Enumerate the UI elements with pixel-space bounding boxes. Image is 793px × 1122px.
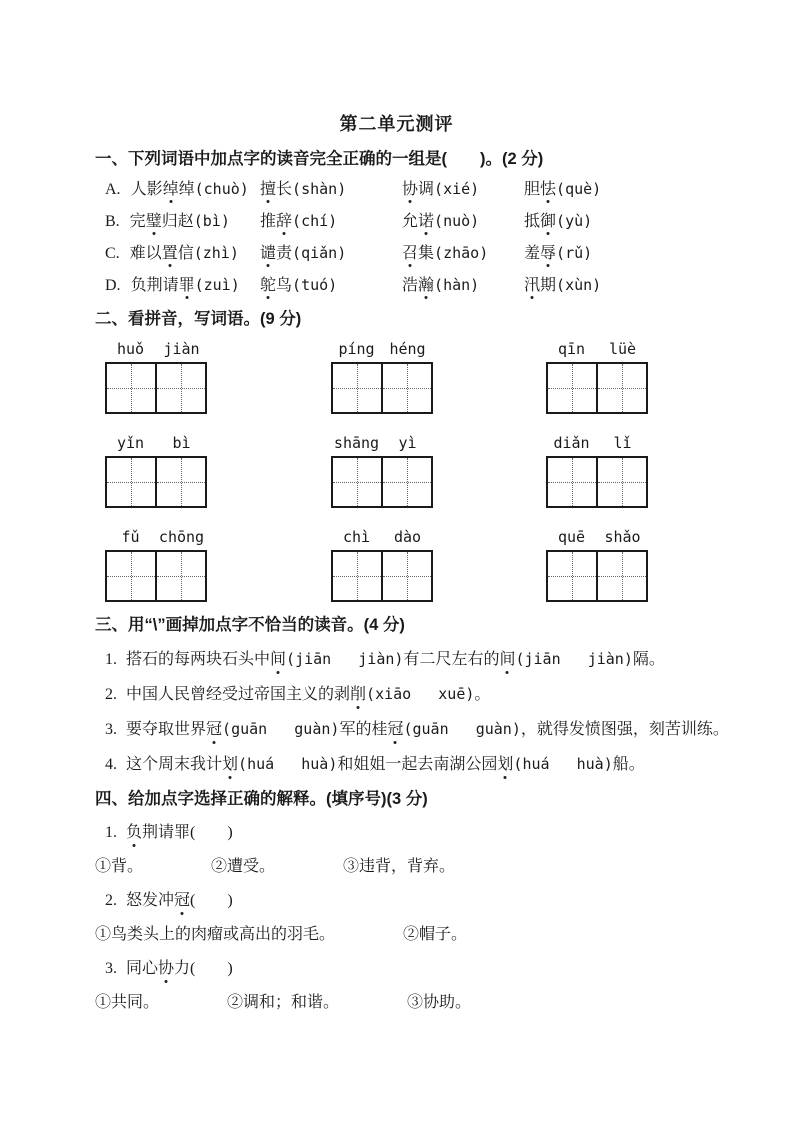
q1-header: 一、下列词语中加点字的读音完全正确的一组是( )。(2 分) (95, 150, 544, 168)
dotted-char: 间 (270, 649, 286, 671)
choice-text: ①鸟类头上的肉瘤或高出的羽毛。 (95, 926, 336, 943)
pinyin-annotation: ( nuò ) (434, 212, 479, 230)
q1-option-b (105, 211, 793, 232)
pinyin-word-box (105, 434, 207, 508)
q1-option-a (105, 179, 793, 200)
item-number: 3. (105, 960, 117, 977)
pinyin-word-box (331, 434, 433, 508)
pinyin-label (546, 528, 648, 550)
q1-word-cell (260, 243, 402, 264)
pinyin-word-box (331, 528, 433, 602)
hanzi-text: 归赵 (161, 213, 194, 230)
hanzi-text: ，就得发愤图强，刻苦训练。 (520, 721, 729, 738)
dotted-char: 罪 (178, 277, 195, 294)
pinyin-annotation: ( guān guàn ) (222, 720, 339, 738)
pinyin-annotation: ( xiāo xuē ) (366, 685, 474, 703)
writing-cell (381, 364, 431, 412)
choice-text: ②遭受。 (211, 858, 276, 875)
pinyin-syllable: quē (557, 528, 586, 546)
choice-text: ②帽子。 (403, 926, 468, 943)
hanzi-text: 隔。 (632, 651, 665, 668)
hanzi-text: 完 (129, 213, 146, 230)
hanzi-text: 搭石的每两块石头中 (126, 651, 271, 668)
q1-word-cell (524, 275, 793, 296)
dotted-char: 诺 (418, 213, 435, 230)
dotted-char: 汛 (524, 277, 541, 294)
q1-word-cell (105, 275, 260, 296)
q1-word-cell (402, 275, 524, 296)
q3-item-4 (105, 753, 763, 776)
writing-cell (548, 458, 596, 506)
dotted-char: 擅 (260, 181, 277, 198)
pinyin-annotation: ( xùn ) (556, 276, 601, 294)
writing-grid (105, 456, 207, 508)
hanzi-text: 抵 (524, 213, 541, 230)
q1-word-cell (402, 211, 524, 232)
dotted-char: 辱 (540, 245, 557, 262)
writing-grid (105, 550, 207, 602)
hanzi-text: 怒发冲 (126, 892, 175, 909)
pinyin-syllable: lüè (608, 340, 637, 358)
dotted-char: 怯 (540, 181, 557, 198)
pinyin-annotation: ( jiān jiàn ) (286, 650, 403, 668)
pinyin-annotation: ( huá huà ) (513, 755, 612, 773)
hanzi-text: 调 (418, 181, 435, 198)
pinyin-label (331, 434, 433, 456)
pinyin-annotation: ( zhāo ) (434, 244, 488, 262)
q4-header: 四、给加点字选择正确的解释。(填序号)(3 分) (95, 790, 428, 808)
dotted-char: 璧 (145, 213, 162, 230)
q1-word-cell (260, 275, 402, 296)
writing-cell (548, 364, 596, 412)
hanzi-text: 。 (474, 686, 491, 703)
pinyin-word-box (546, 434, 648, 508)
writing-cell (107, 364, 155, 412)
q4-item-1-choices (95, 856, 763, 878)
hanzi-text: 人影 (130, 181, 163, 198)
hanzi-text: 允 (402, 213, 419, 230)
q1-word-cell (105, 243, 260, 264)
q1-word-cell (524, 211, 793, 232)
writing-cell (333, 552, 381, 600)
pinyin-label (105, 528, 207, 550)
pinyin-annotation: ( shàn ) (292, 180, 346, 198)
hanzi-text: 负荆请 (130, 277, 179, 294)
item-number: 4. (105, 756, 117, 773)
pinyin-grid-row-2 (105, 434, 793, 508)
dotted-char: 瀚 (418, 277, 435, 294)
option-label: D. (105, 277, 121, 294)
q1-option-d (105, 275, 793, 296)
writing-grid (546, 362, 648, 414)
option-label: A. (105, 181, 121, 198)
pinyin-annotation: ( xié ) (434, 180, 479, 198)
pinyin-syllable: diǎn (553, 434, 590, 452)
item-number: 2. (105, 892, 117, 909)
dotted-char: 划 (497, 754, 513, 776)
pinyin-syllable: shāng (333, 434, 380, 452)
pinyin-word-box (546, 340, 648, 414)
q1-word-cell (105, 211, 260, 232)
hanzi-text: 绰 (178, 181, 195, 198)
pinyin-grid-row-3 (105, 528, 793, 602)
pinyin-label (546, 434, 648, 456)
option-label: C. (105, 245, 120, 262)
pinyin-label (105, 434, 207, 456)
pinyin-syllable: bì (172, 434, 191, 452)
q1-word-cell (260, 211, 402, 232)
pinyin-syllable: huǒ (116, 340, 145, 358)
writing-cell (381, 458, 431, 506)
hanzi-text: 浩 (402, 277, 419, 294)
q1-word-cell (524, 179, 793, 200)
pinyin-syllable: chōng (158, 528, 205, 546)
q1-word-cell (402, 243, 524, 264)
dotted-char: 谴 (260, 245, 277, 262)
writing-cell (596, 458, 646, 506)
pinyin-word-box (331, 340, 433, 414)
dotted-char: 冠 (387, 719, 403, 741)
pinyin-syllable: shǎo (604, 528, 641, 546)
item-number: 2. (105, 686, 117, 703)
pinyin-annotation: ( yù ) (556, 212, 592, 230)
pinyin-syllable: lǐ (613, 434, 632, 452)
pinyin-annotation: ( rǔ ) (556, 244, 592, 262)
q1-word-cell (105, 179, 260, 200)
q3-item-2 (105, 683, 763, 706)
q1-word-cell (260, 179, 402, 200)
writing-cell (548, 552, 596, 600)
pinyin-word-box (546, 528, 648, 602)
item-number: 1. (105, 824, 117, 841)
writing-grid (546, 550, 648, 602)
pinyin-annotation: ( tuó ) (292, 276, 337, 294)
q4-item-2 (105, 890, 763, 912)
hanzi-text: 责 (276, 245, 293, 262)
writing-cell (333, 364, 381, 412)
hanzi-text: 军的桂 (339, 721, 388, 738)
hanzi-text: ( ) (190, 892, 233, 909)
q1-word-cell (524, 243, 793, 264)
pinyin-word-box (105, 528, 207, 602)
q1-word-cell (402, 179, 524, 200)
pinyin-annotation: ( zuì ) (195, 276, 240, 294)
hanzi-text: 长 (276, 181, 293, 198)
pinyin-annotation: ( zhì ) (194, 244, 239, 262)
pinyin-annotation: ( qiǎn ) (292, 244, 346, 262)
hanzi-text: 船。 (612, 756, 645, 773)
pinyin-annotation: ( chuò ) (195, 180, 249, 198)
hanzi-text: 和姐姐一起去南湖公园 (337, 756, 498, 773)
writing-cell (596, 364, 646, 412)
q2-header: 二、看拼音，写词语。(9 分) (95, 310, 302, 328)
hanzi-text: 期 (540, 277, 557, 294)
dotted-char: 鸵 (260, 277, 277, 294)
writing-grid (105, 362, 207, 414)
item-number: 3. (105, 721, 117, 738)
pinyin-syllable: dào (393, 528, 422, 546)
writing-cell (596, 552, 646, 600)
choice-text: ③协助。 (407, 994, 472, 1011)
writing-grid (331, 456, 433, 508)
q1-option-c (105, 243, 793, 264)
dotted-char: 削 (350, 684, 366, 706)
pinyin-annotation: ( hàn ) (434, 276, 479, 294)
choice-text: ①背。 (95, 858, 144, 875)
dotted-char: 召 (402, 245, 419, 262)
option-label: B. (105, 213, 120, 230)
hanzi-text: 胆 (524, 181, 541, 198)
pinyin-syllable: qīn (557, 340, 586, 358)
hanzi-text: 信 (177, 245, 194, 262)
q3-header: 三、用“\”画掉加点字不恰当的读音。(4 分) (95, 616, 405, 634)
writing-cell (381, 552, 431, 600)
choice-text: ①共同。 (95, 994, 160, 1011)
pinyin-annotation: ( jiān jiàn ) (515, 650, 632, 668)
choice-text: ②调和；和谐。 (227, 994, 340, 1011)
pinyin-syllable: fǔ (121, 528, 140, 546)
pinyin-word-box (105, 340, 207, 414)
hanzi-text: 同心 (126, 960, 159, 977)
writing-cell (155, 458, 205, 506)
writing-cell (107, 552, 155, 600)
item-number: 1. (105, 651, 117, 668)
pinyin-label (331, 340, 433, 362)
choice-text: ③违背，背弃。 (343, 858, 456, 875)
writing-cell (333, 458, 381, 506)
dotted-char: 辞 (276, 213, 293, 230)
hanzi-text: 要夺取世界 (126, 721, 207, 738)
dotted-char: 协 (402, 181, 419, 198)
hanzi-text: 这个周末我计 (126, 756, 223, 773)
hanzi-text: 荆请罪( ) (142, 824, 233, 841)
pinyin-annotation: ( huá huà ) (238, 755, 337, 773)
pinyin-syllable: yì (398, 434, 417, 452)
writing-grid (546, 456, 648, 508)
dotted-char: 冠 (206, 719, 222, 741)
q4-item-1 (105, 822, 763, 844)
pinyin-grid-row-1 (105, 340, 793, 414)
q1-options-table (105, 179, 793, 296)
hanzi-text: 羞 (524, 245, 541, 262)
pinyin-annotation: ( bì ) (194, 212, 230, 230)
hanzi-text: 鸟 (276, 277, 293, 294)
pinyin-syllable: píng (338, 340, 375, 358)
writing-grid (331, 362, 433, 414)
dotted-char: 划 (222, 754, 238, 776)
page-title: 第二单元测评 (339, 114, 454, 134)
pinyin-label (331, 528, 433, 550)
pinyin-syllable: yǐn (116, 434, 145, 452)
q3-item-1 (105, 648, 763, 671)
hanzi-text: 有二尺左右的 (403, 651, 500, 668)
hanzi-text: 难以 (129, 245, 162, 262)
q4-item-3-choices (95, 992, 763, 1014)
pinyin-syllable: chì (342, 528, 371, 546)
q3-item-3 (105, 718, 763, 741)
dotted-char: 置 (161, 245, 178, 262)
pinyin-syllable: héng (389, 340, 426, 358)
dotted-char: 间 (499, 649, 515, 671)
writing-grid (331, 550, 433, 602)
dotted-char: 绰 (162, 181, 179, 198)
writing-cell (155, 552, 205, 600)
hanzi-text: 集 (418, 245, 435, 262)
pinyin-annotation: ( chí ) (292, 212, 337, 230)
dotted-char: 御 (540, 213, 557, 230)
hanzi-text: 中国人民曾经受过帝国主义的剥 (126, 686, 351, 703)
pinyin-label (105, 340, 207, 362)
pinyin-annotation: ( què ) (556, 180, 601, 198)
hanzi-text: 力( ) (174, 960, 233, 977)
pinyin-annotation: ( guān guàn ) (403, 720, 520, 738)
dotted-char: 协 (158, 958, 174, 980)
q4-item-2-choices (95, 924, 763, 946)
dotted-char: 冠 (174, 890, 190, 912)
pinyin-label (546, 340, 648, 362)
hanzi-text: 推 (260, 213, 277, 230)
writing-cell (155, 364, 205, 412)
q4-item-3 (105, 958, 763, 980)
dotted-char: 负 (126, 822, 142, 844)
writing-cell (107, 458, 155, 506)
pinyin-syllable: jiàn (163, 340, 200, 358)
